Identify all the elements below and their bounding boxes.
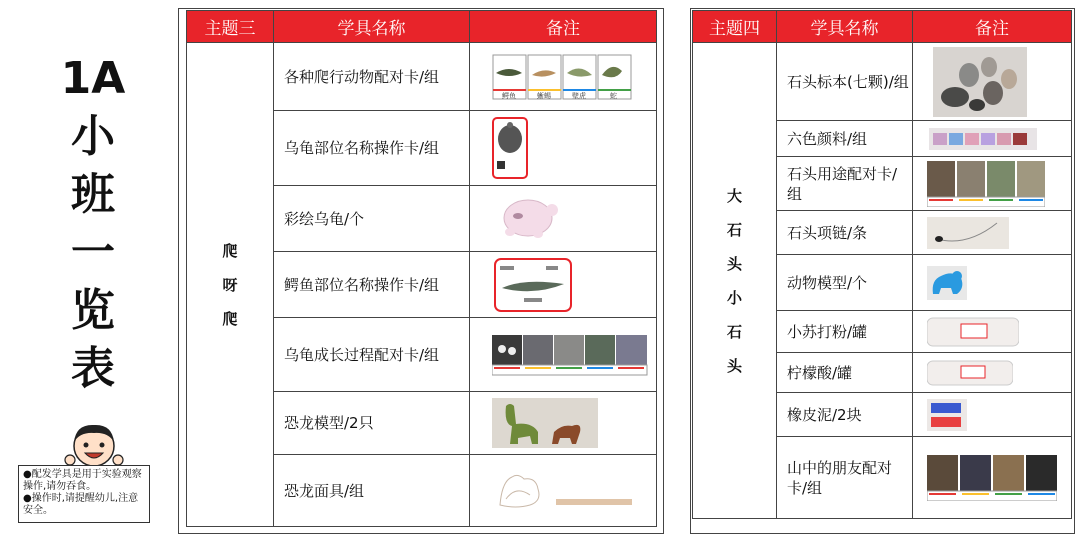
item-name: 各种爬行动物配对卡/组 [274, 43, 470, 111]
theme-cell [187, 43, 274, 527]
col-header-name: 学具名称 [777, 11, 913, 43]
item-note [470, 186, 657, 252]
item-name: 恐龙模型/2只 [274, 392, 470, 455]
notice-line: ●配发学具是用于实验观察操作,请勿吞食。 [23, 469, 142, 492]
item-note [470, 318, 657, 392]
page-title [38, 50, 148, 398]
theme-char: 石 [726, 322, 742, 341]
item-note [913, 437, 1072, 519]
item-note [470, 392, 657, 455]
title-char: 一 [71, 227, 115, 278]
stone-use-cards-image [927, 161, 1071, 207]
item-note [913, 157, 1072, 211]
reptile-cards-image [492, 53, 656, 101]
col-header-note: 备注 [470, 11, 657, 43]
item-name: 山中的朋友配对卡/组 [777, 437, 913, 519]
dinosaur-mask-image [496, 471, 656, 511]
col-header-note: 备注 [913, 11, 1072, 43]
theme-char: 爬 [222, 241, 238, 260]
item-note [470, 252, 657, 318]
theme-cell [693, 43, 777, 519]
col-header-name: 学具名称 [274, 11, 470, 43]
item-name: 柠檬酸/罐 [777, 353, 913, 393]
card-label: 蜥蜴 [537, 91, 551, 100]
turtle-card-image [492, 117, 656, 179]
dinosaur-model-image [492, 398, 656, 448]
item-name: 小苏打粉/罐 [777, 311, 913, 353]
card-label: 鳄鱼 [502, 91, 516, 100]
animal-model-image [927, 266, 1071, 300]
item-name: 石头用途配对卡/组 [777, 157, 913, 211]
theme-char: 小 [726, 288, 742, 307]
baking-soda-jar-image [927, 316, 1071, 348]
crocodile-card-image [494, 258, 656, 312]
item-name: 橡皮泥/2块 [777, 393, 913, 437]
paint-jars-image [929, 128, 1071, 150]
painted-turtle-image [498, 194, 656, 244]
item-note [470, 43, 657, 111]
theme-char: 大 [726, 186, 742, 205]
plasticine-image [927, 399, 1071, 431]
item-note [913, 255, 1072, 311]
item-note [913, 311, 1072, 353]
theme-char: 头 [726, 356, 742, 375]
right-table [692, 10, 1072, 519]
rock-samples-image [933, 47, 1071, 117]
item-name: 石头项链/条 [777, 211, 913, 255]
theme-char: 爬 [222, 309, 238, 328]
item-note [470, 455, 657, 527]
title-char: 表 [71, 343, 115, 394]
card-label: 蛇 [610, 91, 617, 100]
notice-line: ●操作时,请提醒幼儿,注意安全。 [23, 493, 139, 516]
theme-char: 呀 [222, 275, 238, 294]
left-table [186, 10, 657, 527]
item-name: 动物模型/个 [777, 255, 913, 311]
item-name: 鳄鱼部位名称操作卡/组 [274, 252, 470, 318]
title-char: 览 [71, 285, 115, 336]
title-char: 小 [71, 111, 115, 162]
col-header-theme: 主题三 [187, 11, 274, 43]
stone-necklace-image [927, 217, 1071, 249]
item-name: 恐龙面具/组 [274, 455, 470, 527]
item-name: 六色颜料/组 [777, 121, 913, 157]
item-name: 石头标本(七颗)/组 [777, 43, 913, 121]
title-char: 1A [60, 53, 126, 104]
item-note [470, 111, 657, 186]
theme-char: 头 [726, 254, 742, 273]
item-name: 乌龟成长过程配对卡/组 [274, 318, 470, 392]
turtle-growth-cards-image [492, 333, 656, 377]
col-header-theme: 主题四 [693, 11, 777, 43]
mountain-friends-cards-image [927, 455, 1071, 501]
item-note [913, 121, 1072, 157]
item-name: 彩绘乌龟/个 [274, 186, 470, 252]
theme-char: 石 [726, 220, 742, 239]
item-note [913, 393, 1072, 437]
safety-notice [18, 465, 150, 523]
item-note [913, 353, 1072, 393]
item-note [913, 43, 1072, 121]
card-label: 壁虎 [572, 91, 586, 100]
citric-acid-jar-image [927, 359, 1071, 387]
title-char: 班 [71, 169, 115, 220]
item-name: 乌龟部位名称操作卡/组 [274, 111, 470, 186]
item-note [913, 211, 1072, 255]
